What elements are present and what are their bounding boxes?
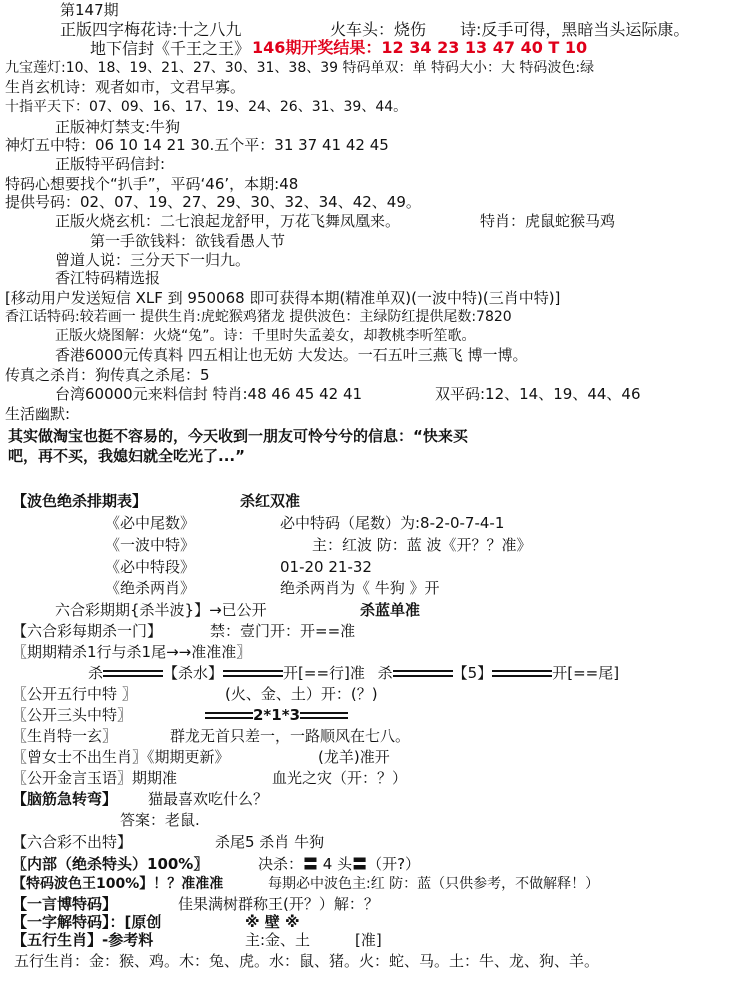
golden-words-label: 〖公开金言玉语〗期期准 xyxy=(12,769,178,787)
five-element-zodiac-accurate: [准] xyxy=(355,931,382,949)
five-element-zodiac-main: 主:金、土 xyxy=(245,931,311,949)
zeng-says: 曾道人说：三分天下一归九。 xyxy=(55,251,251,269)
five-element-label: 〖公开五行中特 〗 xyxy=(12,685,137,703)
kill-label: 杀 xyxy=(88,664,104,682)
riddle-answer: 答案：老鼠. xyxy=(120,811,200,829)
zodiac-poem: 生肖玄机诗：观者如市，文君早寡。 xyxy=(5,78,246,96)
humor-line-2: 吧，再不买，我媳妇就全吃光了...” xyxy=(8,447,245,465)
provided-numbers: 提供号码：02、07、19、27、29、30、32、34、42、49。 xyxy=(5,193,421,211)
taiwan-envelope: 台湾60000元来料信封 特肖:48 46 45 42 41 xyxy=(55,385,363,403)
ten-fingers: 十指平天下：07、09、16、17、19、24、26、31、39、44。 xyxy=(5,99,408,115)
humor-line-1: 其实做淘宝也挺不容易的，今天收到一朋友可怜兮兮的信息：“快来买 xyxy=(8,427,468,445)
xiangjiang-special: 香江话特码:较若画一 提供生肖:虎蛇猴鸡猪龙 提供波色：主绿防红提供尾数:7820 xyxy=(5,309,512,325)
kill-two-label: 《绝杀两肖》 xyxy=(105,579,196,597)
plum-poem: 正版四字梅花诗:十之八九 xyxy=(60,20,242,39)
hongkong-fax: 香港6000元传真料 四五相让也无妨 大发达。一石五叶三燕飞 博一博。 xyxy=(55,346,528,364)
no-special-value: 杀尾5 杀肖 牛狗 xyxy=(215,833,325,851)
double-bar xyxy=(223,670,283,677)
kill-element-tail: 〖期期精杀1行与杀1尾→→准准准〗 xyxy=(12,643,252,661)
pickpocket-hint: 特码心想要找个“扒手”，平码‘46’，本期:48 xyxy=(5,175,299,193)
double-bar xyxy=(492,670,552,677)
riddle-label: 【脑筋急转弯】 xyxy=(12,790,118,808)
must-segment-label: 《必中特段》 xyxy=(105,558,196,576)
zodiac-mystery-value: 群龙无首只差一，一路顺风在七八。 xyxy=(170,727,411,745)
kill-one-gate: 【六合彩每期杀一门】 xyxy=(12,622,163,640)
banned-branch: 正版神灯禁支:牛狗 xyxy=(55,118,181,136)
fire-mystery: 正版火烧玄机：二七浪起龙舒甲，万花飞舞凤凰来。 xyxy=(55,212,401,230)
kill-half-wave: 六合彩期期{杀半波}】→已公开 xyxy=(55,601,267,619)
kill-one-gate-value: 禁：壹门开：开==准 xyxy=(210,622,356,640)
must-tail-label: 《必中尾数》 xyxy=(105,514,196,532)
xiangjiang-report: 香江特码精选报 xyxy=(55,269,161,287)
open-tail: 开[==尾] xyxy=(552,664,620,682)
double-bar xyxy=(205,712,229,719)
wave-king-label: 【特码波色王100%】！？准准准 xyxy=(12,876,224,892)
train-head: 火车头：烧伤 xyxy=(330,20,427,39)
humor-heading: 生活幽默: xyxy=(5,405,71,423)
must-tail-value: 必中特码（尾数）为:8-2-0-7-4-1 xyxy=(280,514,505,532)
double-bar xyxy=(324,712,348,719)
one-char-label: 【一字解特码】：[原创 xyxy=(12,913,162,931)
double-bar xyxy=(393,670,453,677)
inner-kill-value: 决杀：〓 4 头〓（开?） xyxy=(258,855,421,873)
open-element: 开[==行]准 xyxy=(283,664,365,682)
inner-kill-label: 〖内部（绝杀特头）100%〗 xyxy=(12,855,209,873)
three-heads-label: 〖公开三头中特〗 xyxy=(12,706,133,724)
riddle-question: 猫最喜欢吃什么？ xyxy=(148,790,269,808)
five-specials: 神灯五中特：06 10 14 21 30.五个平：31 37 41 42 45 xyxy=(5,136,389,154)
sms-offer: [移动用户发送短信 XLF 到 950068 即可获得本期(精准单双)(一波中特)(三肖中特)] xyxy=(5,289,561,307)
three-heads-value xyxy=(205,707,348,724)
poem-text: 诗:反手可得，黑暗当头运际康。 xyxy=(460,20,690,39)
kill-two-value: 绝杀两肖为《 牛狗 》开 xyxy=(280,579,440,597)
one-char-value: ※ 壁 ※ xyxy=(245,913,300,931)
kill-blue-single: 杀蓝单准 xyxy=(360,601,421,619)
flat-code-envelope: 正版特平码信封: xyxy=(55,155,166,173)
underground-envelope: 地下信封《千王之王》 xyxy=(90,39,251,58)
kill-red-double: 杀红双准 xyxy=(240,492,301,510)
fax-kill: 传真之杀肖：狗传真之杀尾：5 xyxy=(5,366,210,384)
double-bar xyxy=(103,670,163,677)
first-hand: 第一手欲钱料：欲钱看愚人节 xyxy=(90,232,286,250)
five-element-value: (火、金、土）开：(？) xyxy=(225,685,378,703)
ms-zeng-label: 〖曾女士不出生肖〗《期期更新》 xyxy=(12,748,230,766)
one-word-label: 【一言博特码】 xyxy=(12,895,118,913)
five-element-zodiac-list: 五行生肖：金：猴、鸡。木：兔、虎。水：鼠、猪。火：蛇、马。土：牛、龙、狗、羊。 xyxy=(14,952,600,970)
lotus-lamp: 九宝莲灯:10、18、19、21、27、30、31、38、39 特码单双：单 特码大小：大 特码波色:绿 xyxy=(5,60,595,76)
no-special-label: 【六合彩不出特】 xyxy=(12,833,133,851)
draw-result: 146期开奖结果：12 34 23 13 47 40 T 10 xyxy=(252,38,588,57)
must-segment-value: 01-20 21-32 xyxy=(280,558,372,576)
one-word-value: 佳果满树群称王(开？）解：？ xyxy=(178,895,379,913)
special-zodiac: 特肖：虎鼠蛇猴马鸡 xyxy=(480,212,616,230)
zodiac-mystery-label: 〖生肖特一玄〗 xyxy=(12,727,118,745)
one-wave-value: 主：红波 防：蓝 波《开？？准》 xyxy=(312,536,532,554)
wave-king-value: 每期必中波色主:红 防：蓝（只供参考，不做解释！） xyxy=(268,876,600,892)
double-flat: 双平码:12、14、19、44、46 xyxy=(435,385,641,403)
double-bar xyxy=(229,712,253,719)
kill-five: 【5】 xyxy=(452,664,493,682)
fire-illustration: 正版火烧图解：火烧“兔”。诗：千里时失孟姜女，却教桃李听笙歌。 xyxy=(55,328,476,344)
issue-number: 第147期 xyxy=(60,1,119,19)
golden-words-value: 血光之灾（开：？） xyxy=(272,769,408,787)
double-bar xyxy=(300,712,324,719)
three-heads-number: 2*1*3 xyxy=(253,706,300,724)
color-kill-table: 【波色绝杀排期表】 xyxy=(12,492,148,510)
kill-label-2: 杀 xyxy=(377,664,393,682)
kill-water: 【杀水】 xyxy=(163,664,224,682)
five-element-zodiac-label: 【五行生肖】-参考料 xyxy=(12,931,154,949)
kill-water-row xyxy=(88,665,619,682)
ms-zeng-value: (龙羊)准开 xyxy=(318,748,390,766)
one-wave-label: 《一波中特》 xyxy=(105,536,196,554)
